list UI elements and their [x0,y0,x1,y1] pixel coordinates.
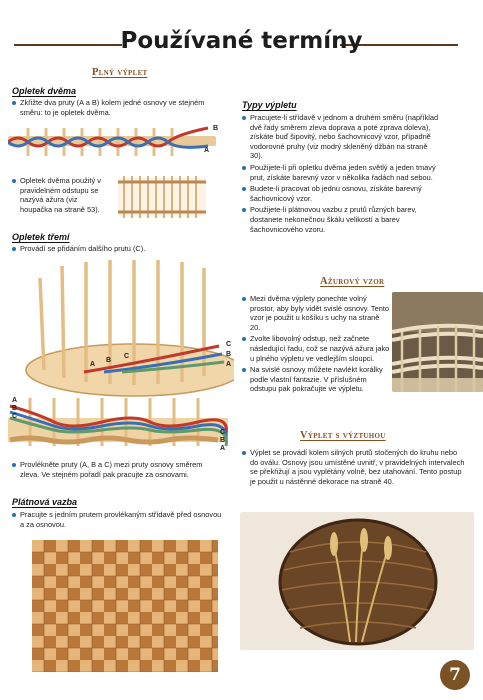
plain-weave-pattern [32,540,218,672]
subheading-triple: Opletek třemi [12,232,70,242]
triple-list [12,244,212,256]
azure-item: Zvolte libovolný odstup, než začnete následující řadu, což se nazývá ažura jako u plného výpletu ve vedlejším sloupci. [242,334,390,363]
plain-list [12,510,222,531]
base-label-a: A [90,361,96,368]
base-label-a-right: A [226,361,232,368]
double-list [12,98,212,119]
band-label-b: B [12,405,18,412]
filled-item: Výplet se provádí kolem silných prutů stočených do kruhu nebo do oválu. Osnovy jsou umístěné uvnitř, v pravidelných intervalech se překřižují a jsou vyplétány volně, bez utahování. Tento postup je použit u nástěnné dekorace na straně 40. [242,448,467,486]
page-title: Používané termíny [120,28,363,54]
triple-item: Provádí se přidáním dalšího prutu (C). [12,244,212,254]
azure-item: Na svislé osnovy můžete navlékt korálky podle vlastní fantazie. V příslušném odstupu pak pokračujte ve výpletu. [242,365,390,394]
azure-sample-diagram [116,172,210,222]
triple-weave-base-diagram [14,258,234,400]
azure-list [242,294,390,396]
section-heading-filled: Výplet s výztuhou [300,430,386,441]
label-b: B [213,125,219,132]
section-heading-full-weave: Plný výplet [92,67,148,78]
base-label-c-right: C [226,341,232,348]
plain-weave-diagram [32,540,218,672]
filled-list [242,448,467,488]
types-item: Použijete-li plátnovou vazbu z prutů různých barev, dostanete nekonečnou škálu velikostí a barev šachovnicového vzoru. [242,205,440,234]
base-label-b-right: B [226,351,232,358]
subheading-types: Typy výpletu [242,100,297,110]
base-label-b: B [106,357,112,364]
double-item: Zkřižte dva pruty (A a B) kolem jedné osnovy ve stejném směru: to je opletek dvěma. [12,98,212,117]
section-heading-azure: Ažurový vzor [320,276,385,287]
label-a: A [204,147,210,154]
band-label-c: C [12,413,18,420]
plain-item: Pracujte s jedním prutem provlékaným střídavě před osnovou a za osnovou. [12,510,222,529]
basket-photo [392,292,483,392]
double-weave-diagram [8,122,223,164]
types-item: Pracujete-li střídavě v jednom a druhém směru (například dvě řady směrem zleva doprava a poté zprava doleva), získáte buď šipovitý, nebo šachovnicový vzor, případně vodorovné pruhy (viz modrý skleněný džbán na straně 30). [242,113,440,161]
band-label-a: A [12,397,18,404]
band-label-c-right: C [220,429,226,436]
wall-decoration-photo [240,512,474,650]
subheading-double: Opletek dvěma [12,86,77,96]
types-item: Budete-li pracovat ob jednu osnovu, získáte barevný šachovnicový vzor. [242,184,440,203]
subheading-plain: Plátnová vazba [12,497,78,507]
triple-weave-band-diagram [8,392,232,456]
types-list [242,113,440,236]
page-number: 7 [440,660,470,690]
double-note: Opletek dvěma použitý v pravidelném odstupu se nazývá ažura (viz houpačka na straně 53). [12,176,108,214]
types-item: Použijete-li při opletku dvěma jeden světlý a jeden tmavý prut, získáte barevný vzor v několika řadách nad sebou. [242,163,440,182]
double-note-list [12,176,108,216]
band-label-a-right: A [220,445,226,452]
title-bar [0,24,483,64]
band-label-b-right: B [220,437,226,444]
azure-item: Mezi dvěma výplety ponechte volný prostor, aby byly vidět svislé osnovy. Tento vzor je použit u košíku s uchy na straně 20. [242,294,390,332]
base-label-c: C [124,353,130,360]
triple-note: Provlékněte pruty (A, B a C) mezi pruty osnovy směrem zleva. Ve stejném pořadí pak pracujte za osnovami. [12,460,217,479]
triple-note-list [12,460,217,481]
